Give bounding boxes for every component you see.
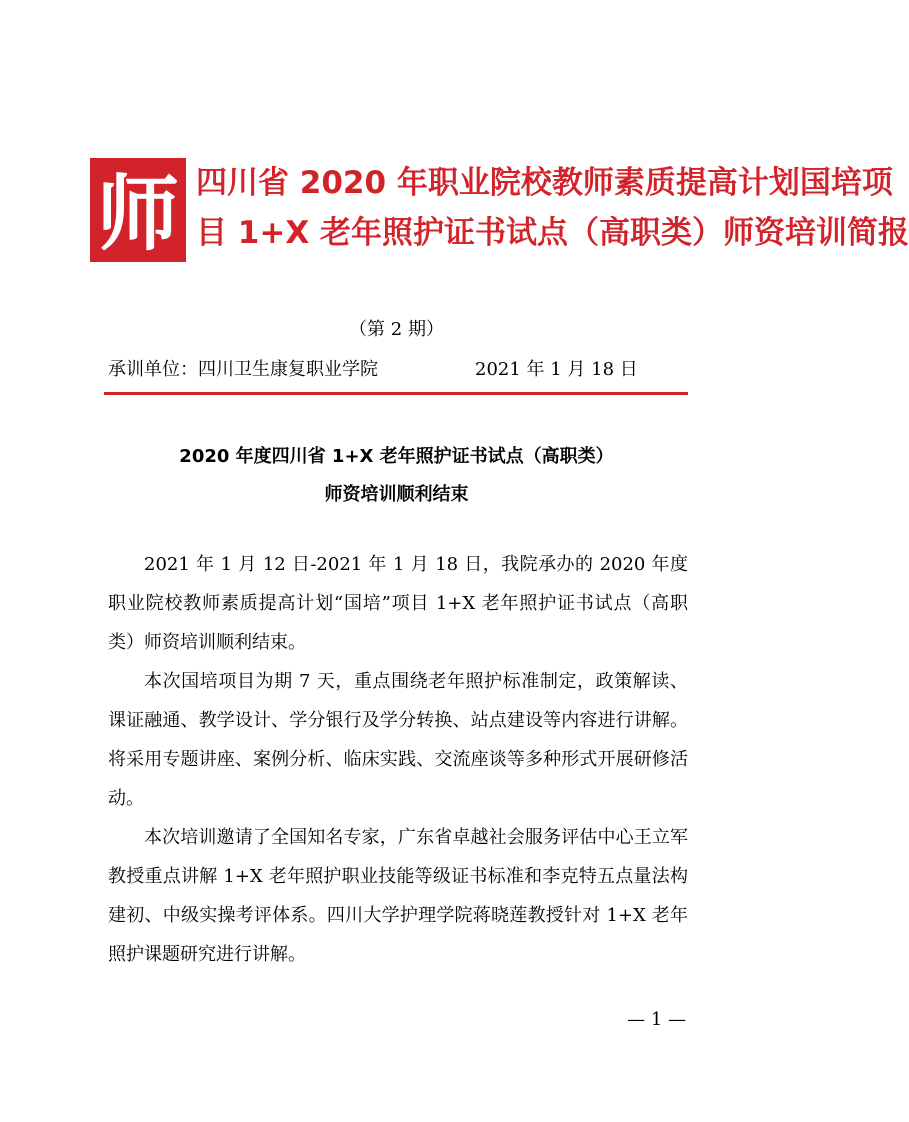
header-divider — [104, 392, 688, 395]
briefing-title-line-1: 四川省 2020 年职业院校教师素质提高计划国培项 — [196, 165, 893, 201]
unit-line — [108, 358, 688, 382]
page-number: — 1 — — [627, 1009, 686, 1030]
paragraph: 2021 年 1 月 12 日-2021 年 1 月 18 日，我院承办的 2020 年度职业院校教师素质提高计划“国培”项目 1+X 老年照护证书试点（高职类）师资培训顺利结束。 — [108, 554, 688, 653]
paragraph: 本次培训邀请了全国知名专家，广东省卓越社会服务评估中心王立军教授重点讲解 1+X 老年照护职业技能等级证书标准和李克特五点量法构建初、中级实操考评体系。四川大学护理学院蒋晓莲教授针对 1+X 老年照护课题研究进行讲解。 — [108, 827, 688, 965]
issue-number: （第 2 期） — [349, 319, 444, 340]
article-title-line-2: 师资培训顺利结束 — [324, 484, 469, 505]
issue-date: 2021 年 1 月 18 日 — [475, 359, 638, 380]
briefing-title — [196, 158, 909, 258]
logo-char: 师 — [96, 167, 180, 262]
briefing-title-line-2: 目 1+X 老年照护证书试点（高职类）师资培训简报 — [196, 215, 909, 251]
logo-shi — [90, 158, 186, 262]
article-body — [108, 545, 688, 974]
article-title — [0, 438, 793, 514]
training-unit: 承训单位：四川卫生康复职业学院 — [108, 359, 378, 380]
paragraph: 本次国培项目为期 7 天，重点围绕老年照护标准制定，政策解读、课证融通、教学设计、学分银行及学分转换、站点建设等内容进行讲解。将采用专题讲座、案例分析、临床实践、交流座谈等多种形式开展研修活动。 — [108, 671, 688, 809]
article-title-line-1: 2020 年度四川省 1+X 老年照护证书试点（高职类） — [179, 446, 614, 467]
